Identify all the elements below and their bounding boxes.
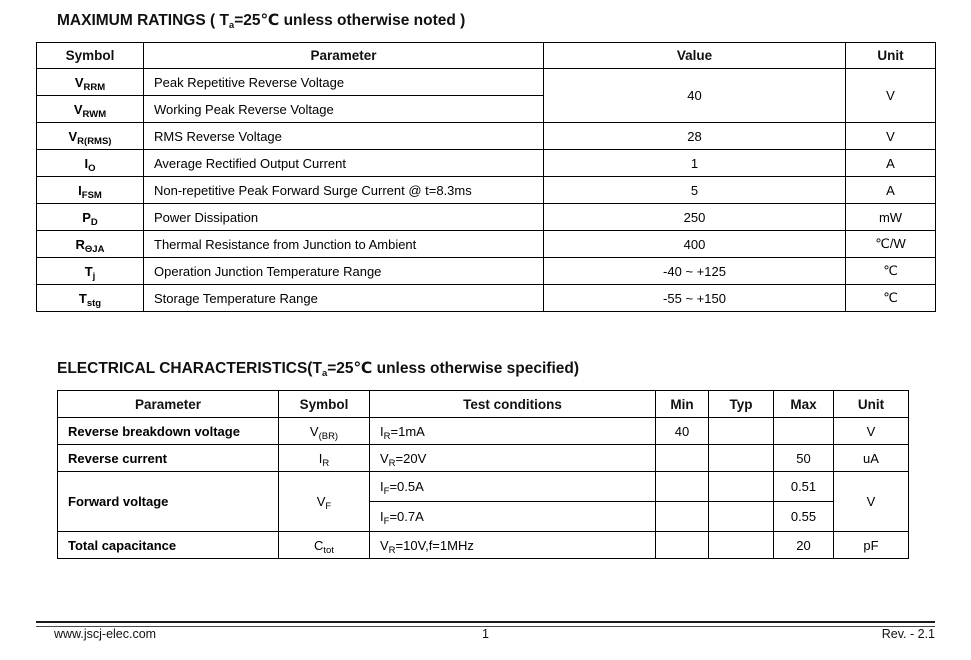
table-row [58, 532, 909, 559]
symbol-cell: $V_{(BR)}$ [279, 418, 370, 445]
max-ratings-title: MAXIMUM RATINGS ( $T_a=25℃$ unless otherwise noted ) [57, 12, 466, 31]
min-cell [656, 532, 709, 559]
table-row [58, 418, 909, 445]
test-conditions-cell: $V_R=20V$ [370, 445, 656, 472]
electrical-characteristics-title: ELECTRICAL $CHARACTERISTICS(T_a=25℃$ unless otherwise specified) [57, 360, 580, 379]
parameter-cell: Peak Repetitive Reverse Voltage [144, 69, 544, 96]
value-cell: 400 [544, 231, 846, 258]
parameter-cell: Storage Temperature Range [144, 285, 544, 312]
footer-revision: Rev. - 2.1 [881, 627, 935, 641]
min-cell [656, 472, 709, 502]
table-header-row [37, 43, 936, 69]
table-row [58, 472, 909, 502]
value-cell: -40 ~ +125 [544, 258, 846, 285]
test-conditions-cell: $I_F=0.5A$ [370, 472, 656, 502]
value-cell: 1 [544, 150, 846, 177]
symbol-cell: $R_{\Theta JA}$ [37, 231, 144, 258]
parameter-cell: Reverse current [58, 445, 279, 472]
parameter-cell: Average Rectified Output Current [144, 150, 544, 177]
column-header: Symbol [37, 43, 144, 69]
symbol-cell: $T_{stg}$ [37, 285, 144, 312]
unit-cell: ℃/W [846, 231, 936, 258]
typ-cell [709, 472, 774, 502]
parameter-cell: Forward voltage [58, 472, 279, 532]
value-cell: 28 [544, 123, 846, 150]
column-header: Value [544, 43, 846, 69]
table-header-row [58, 391, 909, 418]
symbol-cell: $V_{R(RMS)}$ [37, 123, 144, 150]
test-conditions-cell: $V_R=10V,f=1MHz$ [370, 532, 656, 559]
typ-cell [709, 445, 774, 472]
column-header: Unit [834, 391, 909, 418]
unit-cell: V [846, 123, 936, 150]
parameter-cell: RMS Reverse Voltage [144, 123, 544, 150]
max-cell [774, 418, 834, 445]
parameter-cell: Thermal Resistance from Junction to Ambient [144, 231, 544, 258]
parameter-cell: Power Dissipation [144, 204, 544, 231]
unit-cell: uA [834, 445, 909, 472]
table-row [37, 231, 936, 258]
parameter-cell: Total capacitance [58, 532, 279, 559]
value-cell: 40 [544, 69, 846, 123]
column-header: Parameter [58, 391, 279, 418]
symbol-cell: $I_O$ [37, 150, 144, 177]
value-cell: 5 [544, 177, 846, 204]
symbol-cell: $V_F$ [279, 472, 370, 532]
unit-cell: V [834, 418, 909, 445]
unit-cell: V [834, 472, 909, 532]
column-header: Symbol [279, 391, 370, 418]
symbol-cell: $V_{RRM}$ [37, 69, 144, 96]
typ-cell [709, 502, 774, 532]
test-conditions-cell: $I_R=1mA$ [370, 418, 656, 445]
max-cell: 20 [774, 532, 834, 559]
typ-cell [709, 532, 774, 559]
unit-cell: A [846, 150, 936, 177]
min-cell [656, 445, 709, 472]
min-cell: 40 [656, 418, 709, 445]
table-row [37, 150, 936, 177]
page-footer [36, 627, 935, 641]
column-header: Unit [846, 43, 936, 69]
unit-cell: pF [834, 532, 909, 559]
table-row [37, 285, 936, 312]
electrical-characteristics-table [57, 390, 909, 559]
table-row [58, 445, 909, 472]
min-cell [656, 502, 709, 532]
value-cell: -55 ~ +150 [544, 285, 846, 312]
value-cell: 250 [544, 204, 846, 231]
parameter-cell: Operation Junction Temperature Range [144, 258, 544, 285]
parameter-cell: Non-repetitive Peak Forward Surge Current @ t=8.3ms [144, 177, 544, 204]
parameter-cell: Working Peak Reverse Voltage [144, 96, 544, 123]
symbol-cell: $I_{FSM}$ [37, 177, 144, 204]
symbol-cell: $V_{RWM}$ [37, 96, 144, 123]
test-conditions-cell: $I_F=0.7A$ [370, 502, 656, 532]
column-header: Test conditions [370, 391, 656, 418]
max-ratings-table [36, 42, 936, 312]
symbol-cell: $P_D$ [37, 204, 144, 231]
column-header: Parameter [144, 43, 544, 69]
max-cell: 0.55 [774, 502, 834, 532]
column-header: Max [774, 391, 834, 418]
column-header: Typ [709, 391, 774, 418]
symbol-cell: $I_R$ [279, 445, 370, 472]
symbol-cell: $C_{tot}$ [279, 532, 370, 559]
unit-cell: ℃ [846, 258, 936, 285]
footer-page-number: 1 [482, 627, 489, 641]
parameter-cell: Reverse breakdown voltage [58, 418, 279, 445]
column-header: Min [656, 391, 709, 418]
table-row [37, 177, 936, 204]
table-row [37, 204, 936, 231]
table-row [37, 123, 936, 150]
table-row [37, 258, 936, 285]
unit-cell: A [846, 177, 936, 204]
max-cell: 50 [774, 445, 834, 472]
typ-cell [709, 418, 774, 445]
max-cell: 0.51 [774, 472, 834, 502]
unit-cell: ℃ [846, 285, 936, 312]
unit-cell: mW [846, 204, 936, 231]
symbol-cell: $T_j$ [37, 258, 144, 285]
footer-website: www.jscj-elec.com [54, 627, 157, 641]
unit-cell: V [846, 69, 936, 123]
table-row [37, 69, 936, 96]
